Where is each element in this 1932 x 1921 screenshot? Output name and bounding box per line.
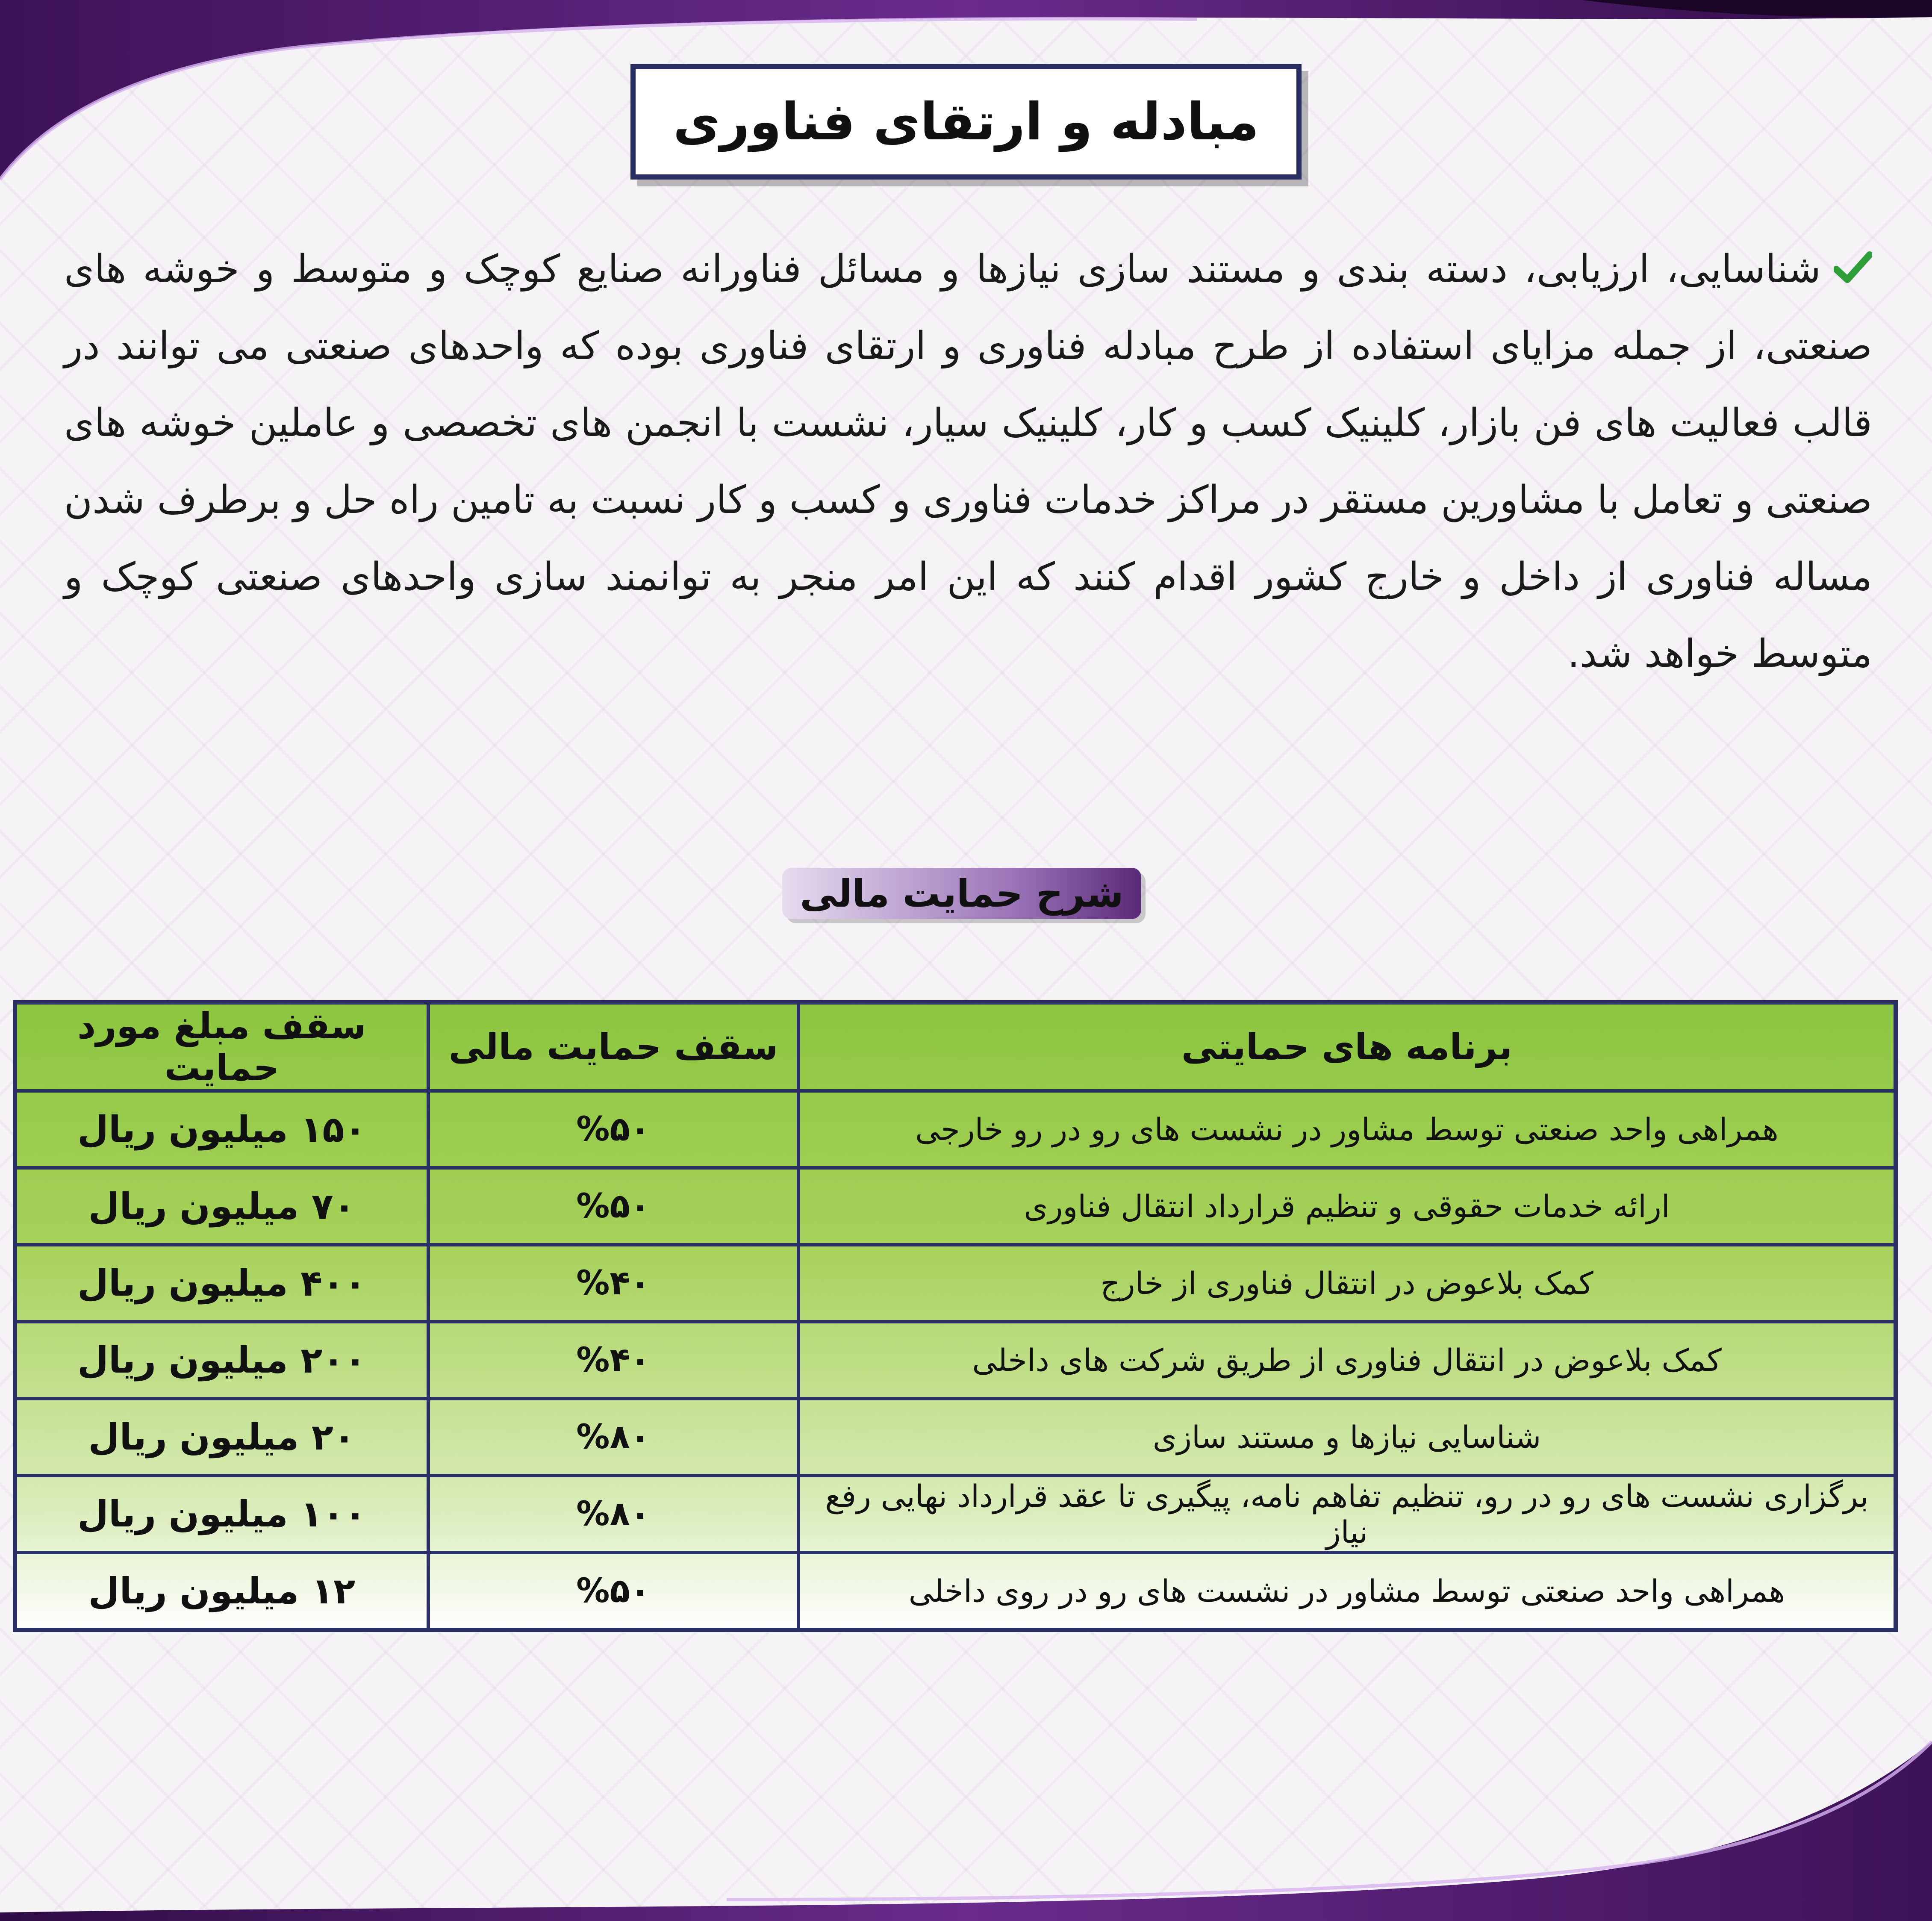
- table-row: [15, 1168, 1896, 1245]
- bottom-purple-wave: [0, 1699, 1932, 1921]
- header-program: برنامه های حمایتی: [798, 1002, 1896, 1091]
- table-row: [15, 1553, 1896, 1630]
- amount-cell: ۴۰۰ میلیون ریال: [15, 1245, 428, 1322]
- support-table: [13, 1000, 1898, 1632]
- program-cell: ارائه خدمات حقوقی و تنظیم قرارداد انتقال فناوری: [798, 1168, 1896, 1245]
- amount-cell: ۷۰ میلیون ریال: [15, 1168, 428, 1245]
- intro-paragraph: [64, 231, 1872, 692]
- title-box: [630, 64, 1302, 180]
- table-row: [15, 1399, 1896, 1476]
- percent-cell: %۴۰: [428, 1245, 798, 1322]
- amount-cell: ۱۰۰ میلیون ریال: [15, 1476, 428, 1553]
- program-cell: کمک بلاعوض در انتقال فناوری از خارج: [798, 1245, 1896, 1322]
- table-row: [15, 1091, 1896, 1168]
- table-header-row: [15, 1002, 1896, 1091]
- amount-cell: ۲۰ میلیون ریال: [15, 1399, 428, 1476]
- program-cell: همراهی واحد صنعتی توسط مشاور در نشست های رو در رو خارجی: [798, 1091, 1896, 1168]
- program-cell: کمک بلاعوض در انتقال فناوری از طریق شرکت های داخلی: [798, 1322, 1896, 1399]
- program-cell: برگزاری نشست های رو در رو، تنظیم تفاهم نامه، پیگیری تا عقد قرارداد نهایی رفع نیاز: [798, 1476, 1896, 1553]
- percent-cell: %۸۰: [428, 1476, 798, 1553]
- header-amount: سقف مبلغ مورد حمایت: [15, 1002, 428, 1091]
- percent-cell: %۴۰: [428, 1322, 798, 1399]
- percent-cell: %۸۰: [428, 1399, 798, 1476]
- check-icon: [1834, 250, 1872, 285]
- amount-cell: ۱۲ میلیون ریال: [15, 1553, 428, 1630]
- table-row: [15, 1245, 1896, 1322]
- amount-cell: ۱۵۰ میلیون ریال: [15, 1091, 428, 1168]
- intro-text: شناسایی، ارزیابی، دسته بندی و مستند سازی نیازها و مسائل فناورانه صنایع کوچک و متوسط و خوشه های صنعتی، از جمله مزایای استفاده از طرح مبادله فناوری و ارتقای فناوری بوده که واحدهای صنعتی می توانند در قالب فعالیت های فن بازار، کلینیک کسب و کار، کلینیک سیار، نشست با انجمن های تخصصی و عاملین خوشه های صنعتی و تعامل با مشاورین مستقر در مراکز خدمات فناوری و کسب و کار نسبت به تامین راه حل و برطرف شدن مساله فناوری از داخل و خارج کشور اقدام کنند که این امر منجر به توانمند سازی واحدهای صنعتی کوچک و متوسط خواهد شد.: [64, 247, 1872, 676]
- program-cell: شناسایی نیازها و مستند سازی: [798, 1399, 1896, 1476]
- table-row: [15, 1322, 1896, 1399]
- page-title: مبادله و ارتقای فناوری: [673, 92, 1259, 152]
- subtitle-badge: [782, 868, 1141, 919]
- percent-cell: %۵۰: [428, 1168, 798, 1245]
- amount-cell: ۲۰۰ میلیون ریال: [15, 1322, 428, 1399]
- percent-cell: %۵۰: [428, 1091, 798, 1168]
- section-subtitle: شرح حمایت مالی: [800, 871, 1124, 916]
- program-cell: همراهی واحد صنعتی توسط مشاور در نشست های رو در روی داخلی: [798, 1553, 1896, 1630]
- percent-cell: %۵۰: [428, 1553, 798, 1630]
- header-percent: سقف حمایت مالی: [428, 1002, 798, 1091]
- table-row: [15, 1476, 1896, 1553]
